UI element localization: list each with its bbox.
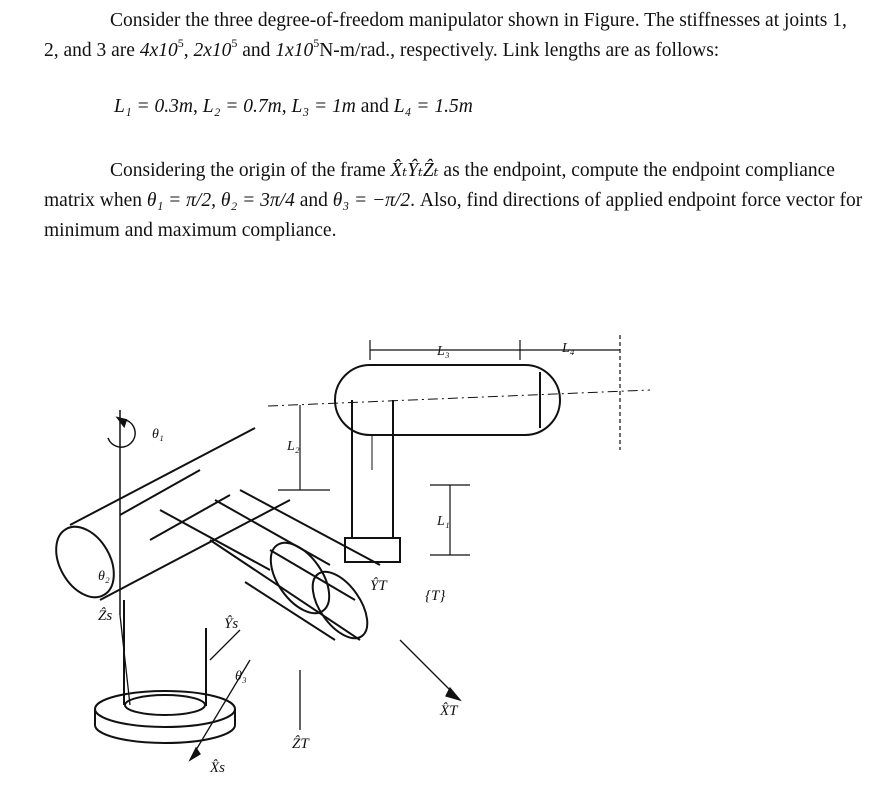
p1-text: Consider the three degree-of-freedom manipulator shown in Figure. The stiffnesses at joints 1, 2, and 3 are xyxy=(44,10,847,61)
manipulator-figure xyxy=(0,310,885,788)
top-capsule xyxy=(268,365,650,435)
l4-length: L₄ = 1.5m xyxy=(393,96,473,117)
link-lengths: L₁ = 0.3m, L₂ = 0.7m, L₃ = 1m and L₄ = 1.5m xyxy=(114,96,473,117)
p2-text-a: Considering the origin of the frame xyxy=(110,160,391,181)
and-word-3: and xyxy=(294,190,333,211)
l1-length: L₁ = 0.3m xyxy=(114,96,193,117)
label-ys: Ŷs xyxy=(224,616,239,632)
theta3-value: θ₃ = −π/2 xyxy=(332,190,411,211)
label-l1: L₁ xyxy=(437,514,450,529)
label-xs: X̂s xyxy=(210,760,225,776)
k2-value: 2x10 xyxy=(193,40,232,61)
label-xt: X̂T xyxy=(440,703,458,719)
theta1-value: θ₁ = π/2, xyxy=(146,190,221,211)
k1-value: 4x10 xyxy=(139,40,178,61)
frame-symbol: X̂ₜŶₜẐₜ xyxy=(390,160,439,181)
p2-text-b: as the endpoint, compute the endpoint compliance matrix when xyxy=(44,160,835,211)
unit-text: N-m/rad., respectively. Link lengths are as follows: xyxy=(319,40,720,61)
vertical-post xyxy=(345,400,400,562)
label-l3: L₃ xyxy=(437,344,450,359)
k2-exponent: 5 xyxy=(231,36,238,50)
label-yt: ŶT xyxy=(370,578,387,594)
k3-value: 1x10 xyxy=(275,40,314,61)
label-zs: Ẑs xyxy=(98,608,113,624)
and-word-2: and xyxy=(360,96,389,117)
k1-exponent: 5 xyxy=(177,36,184,50)
l2-length: L₂ = 0.7m xyxy=(202,96,282,117)
k3-exponent: 5 xyxy=(313,36,320,50)
frame-axes xyxy=(120,410,460,760)
problem-paragraph-1 xyxy=(44,6,864,66)
comma: , xyxy=(183,40,194,61)
link-arm-lower xyxy=(44,428,355,640)
label-l4: L₄ xyxy=(562,341,575,356)
theta2-value: θ₂ = 3π/4 xyxy=(220,190,295,211)
and-word: and xyxy=(237,40,276,61)
base xyxy=(95,600,235,743)
label-theta3: θ₃ xyxy=(235,669,247,684)
p2-text-c: . Also, find directions of applied endpoint force vector for minimum and maximum compliance. xyxy=(44,190,863,241)
label-theta1: θ₁ xyxy=(152,427,164,442)
label-l2: L₂ xyxy=(287,439,300,454)
problem-paragraph-2 xyxy=(44,156,864,246)
label-zt: ẐT xyxy=(292,736,309,752)
l3-length: L₃ = 1m xyxy=(291,96,356,117)
label-frame-t: {T} xyxy=(425,588,446,604)
label-theta2: θ₂ xyxy=(98,569,110,584)
